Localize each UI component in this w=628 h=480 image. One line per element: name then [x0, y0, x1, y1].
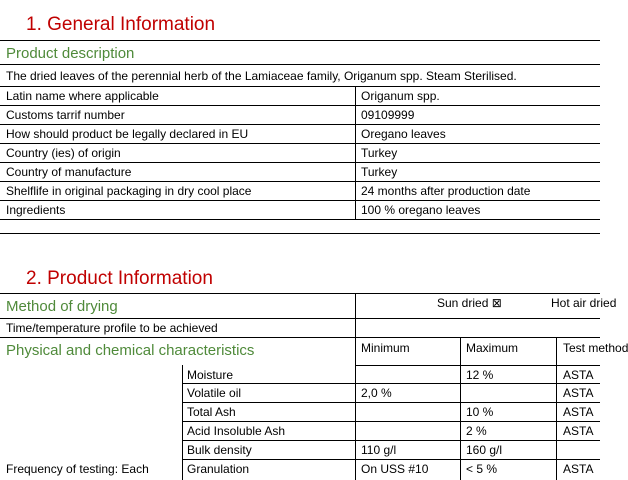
param-volatile-oil: Volatile oil [187, 386, 242, 400]
param-min-value: 2,0 % [361, 386, 392, 400]
product-description-heading: Product description [6, 45, 135, 62]
divider [182, 383, 600, 384]
row-label-legal-declaration: How should product be legally declared in EU [6, 127, 249, 141]
row-label-country-manufacture: Country of manufacture [6, 165, 132, 179]
divider [182, 421, 600, 422]
sun-dried-option: Sun dried ⊠ [437, 296, 502, 310]
row-value-country-origin: Turkey [361, 146, 398, 160]
column-divider [182, 365, 183, 480]
param-test-method: ASTA [563, 368, 594, 382]
param-test-method: ASTA [563, 386, 594, 400]
column-divider [355, 293, 356, 480]
row-label-ingredients: Ingredients [6, 203, 66, 217]
divider [0, 318, 600, 319]
column-divider [355, 86, 356, 219]
divider [182, 440, 600, 441]
row-value-shelflife: 24 months after production date [361, 184, 531, 198]
param-max-value: 10 % [466, 405, 494, 419]
method-of-drying-heading: Method of drying [6, 298, 118, 315]
column-divider [460, 337, 461, 480]
section-2-title: 2. Product Information [26, 268, 213, 289]
row-label-country-origin: Country (ies) of origin [6, 146, 121, 160]
param-test-method: ASTA [563, 424, 594, 438]
divider [0, 337, 600, 338]
frequency-of-testing-label: Frequency of testing: Each [6, 462, 149, 476]
row-label-latin-name: Latin name where applicable [6, 89, 159, 103]
divider [182, 459, 600, 460]
row-value-customs-tariff: 09109999 [361, 108, 415, 122]
divider [0, 40, 600, 41]
divider [0, 143, 600, 144]
param-max-value: 12 % [466, 368, 494, 382]
column-divider [556, 337, 557, 480]
param-moisture: Moisture [187, 368, 234, 382]
param-min-value: On USS #10 [361, 462, 429, 476]
row-label-shelflife: Shelflife in original packaging in dry cool place [6, 184, 252, 198]
param-max-value: 160 g/l [466, 443, 503, 457]
column-header-test-method: Test method [563, 341, 628, 355]
divider [0, 105, 600, 106]
param-test-method: ASTA [563, 405, 594, 419]
divider [0, 181, 600, 182]
divider [0, 86, 600, 87]
row-value-country-manufacture: Turkey [361, 165, 398, 179]
section-1-title: 1. General Information [26, 14, 216, 35]
divider [182, 402, 600, 403]
divider [0, 124, 600, 125]
param-total-ash: Total Ash [187, 405, 236, 419]
divider [0, 219, 600, 220]
param-min-value: 110 g/l [361, 443, 397, 457]
divider [0, 200, 600, 201]
divider [0, 162, 600, 163]
row-value-ingredients: 100 % oregano leaves [361, 203, 481, 217]
row-label-customs-tariff: Customs tarrif number [6, 108, 125, 122]
column-header-maximum: Maximum [466, 341, 519, 355]
param-bulk-density: Bulk density [187, 443, 252, 457]
column-header-minimum: Minimum [361, 341, 410, 355]
divider [355, 365, 600, 366]
physical-chemical-heading: Physical and chemical characteristics [6, 342, 255, 359]
param-granulation: Granulation [187, 462, 250, 476]
product-description-text: The dried leaves of the perennial herb of the Lamiaceae family, Origanum spp. Steam Sterilised. [6, 69, 517, 83]
param-test-method: ASTA [563, 462, 594, 476]
param-max-value: 2 % [466, 424, 487, 438]
hot-air-dried-option: Hot air dried [551, 296, 617, 310]
param-acid-insoluble-ash: Acid Insoluble Ash [187, 424, 286, 438]
param-max-value: < 5 % [466, 462, 498, 476]
divider [0, 233, 600, 234]
row-value-latin-name: Origanum spp. [361, 89, 440, 103]
time-temperature-label: Time/temperature profile to be achieved [6, 321, 218, 335]
divider [0, 64, 600, 65]
divider [0, 293, 600, 294]
row-value-legal-declaration: Oregano leaves [361, 127, 446, 141]
